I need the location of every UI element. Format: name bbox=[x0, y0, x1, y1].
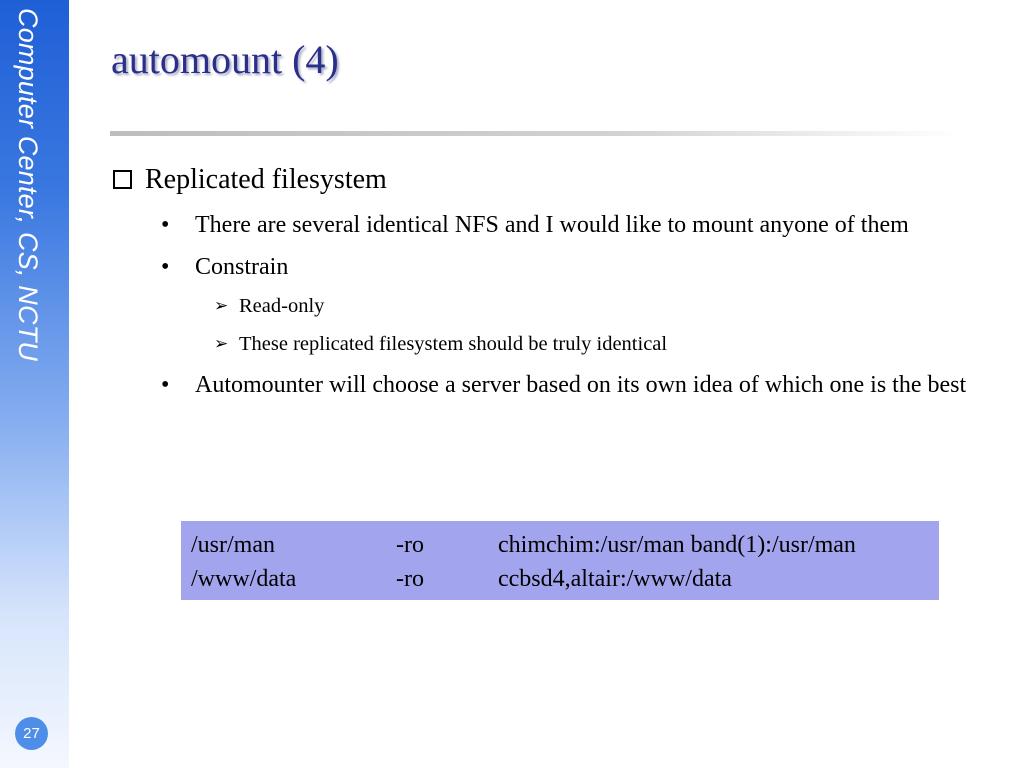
heading-item bbox=[113, 164, 993, 196]
config-example-box bbox=[181, 521, 939, 600]
heading-text: Replicated filesystem bbox=[145, 164, 387, 195]
bullet-dot-icon: • bbox=[161, 212, 170, 238]
slide-title: automount (4) bbox=[111, 37, 339, 82]
mount-options: -ro bbox=[396, 532, 424, 558]
bullet-item bbox=[161, 208, 993, 242]
sidebar-label: Computer Center, CS, NCTU bbox=[13, 8, 43, 362]
sub-bullet-text: Read-only bbox=[239, 295, 325, 317]
mount-point: /usr/man bbox=[191, 532, 275, 558]
mount-options: -ro bbox=[396, 566, 424, 592]
mount-source: ccbsd4,altair:/www/data bbox=[498, 566, 732, 592]
arrow-bullet-icon: ➢ bbox=[214, 334, 229, 353]
mount-point: /www/data bbox=[191, 566, 297, 592]
bullet-text: Automounter will choose a server based on its own idea of which one is the best bbox=[195, 372, 967, 398]
bullet-text: There are several identical NFS and I would like to mount anyone of them bbox=[195, 212, 909, 238]
bullet-dot-icon: • bbox=[161, 254, 170, 280]
bullet-text: Constrain bbox=[195, 254, 289, 280]
sidebar bbox=[0, 0, 69, 768]
slide-content bbox=[113, 164, 993, 410]
sub-bullet-item bbox=[214, 330, 993, 358]
checkbox-bullet-icon bbox=[113, 170, 132, 189]
bullet-item bbox=[161, 250, 993, 284]
mount-source: chimchim:/usr/man band(1):/usr/man bbox=[498, 532, 856, 558]
arrow-bullet-icon: ➢ bbox=[214, 296, 229, 315]
sub-bullet-text: These replicated filesystem should be truly identical bbox=[239, 333, 668, 355]
bullet-item bbox=[161, 368, 993, 402]
page-number-badge: 27 bbox=[15, 717, 48, 750]
title-divider bbox=[110, 131, 960, 136]
bullet-dot-icon: • bbox=[161, 372, 170, 398]
sub-bullet-item bbox=[214, 292, 993, 320]
